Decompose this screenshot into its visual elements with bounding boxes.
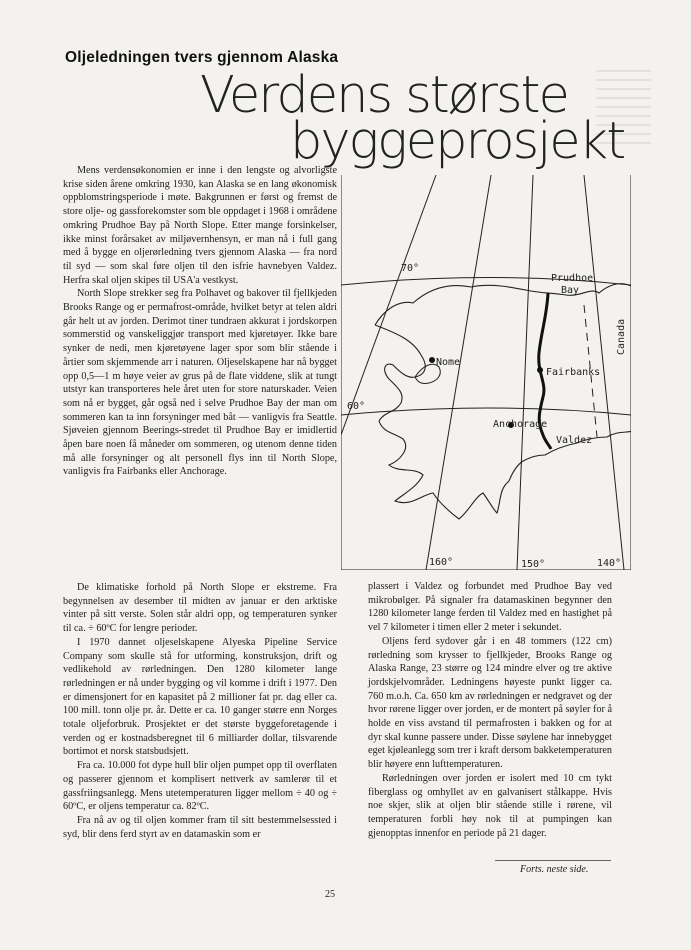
- label-fairbanks: Fairbanks: [546, 367, 601, 378]
- paragraph: Rørledningen over jorden er isolert med 10 cm tykt fiberglass og omhyllet av en galvanisert stålkappe. Hvis noe skjer, slik at oljen blir stående stille i rørene, vil temperaturen forbli høy nok til at pumpingen kan gjenopptas innenfor en periode på 21 dager.: [368, 772, 612, 839]
- continued-note: Forts. neste side.: [520, 864, 589, 875]
- label-lat60: 60°: [347, 401, 366, 412]
- meridian-west: [341, 175, 436, 435]
- label-lon140: 140°: [597, 558, 622, 569]
- meridian-160: [426, 175, 491, 570]
- paragraph: Oljens ferd sydover går i en 48 tommers (122 cm) rørledning som krysser to fjellkjeder, Brooks Range og Alaska Range, 23 større og 124 mindre elver og tre aktive jordskjelvområder. Ledningens høyeste punkt ligger ca. 760 m.o.h. Ca. 650 km av rørledningen er nedgravet og der hvor rørene ligger over jorden, er de montert på søyler for å holde en viss avstand til permafrosten i bakken og for at dyr skal kunne passere under. Disse søylene har innebygget eget kjøleanlegg som trer i kraft dersom bakketemperaturen blir høyere enn lufttemperaturen.: [368, 635, 612, 771]
- paragraph: Mens verdensøkonomien er inne i den lengste og alvorligste krise siden årene omkring 1930, kan Alaska se en lang økonomisk oppblomstringsperiode i møte. Bakgrunnen er først og fremst de store olje- og gassforekomster som ble oppdaget i 1968 i områdene omkring Prudhoe Bay på North Slope. Etter mange forsinkelser, ikke minst forårsaket av miljøvernhensyn, er man nå i full gang med å bygge en oljerørledning tvers gjennom Alaska — fra nord til syd — som skal føre oljen til den isfrie havnebyen Valdez. Herfra skal oljen skipes til USA'a vestkyst.: [63, 165, 337, 286]
- fairbanks-marker: [537, 367, 543, 373]
- article-kicker: Oljeledningen tvers gjennom Alaska: [65, 49, 339, 66]
- article-title-line-2: byggeprosjekt: [290, 112, 625, 171]
- label-lat70: 70°: [401, 263, 420, 274]
- paragraph: Fra ca. 10.000 fot dype hull blir oljen pumpet opp til overflaten og passerer gjennom et komplisert nettverk av samlerør til et gassfriingsanlegg. Mens utetemperaturen ligger mellom ÷ 40 og ÷ 60ºC, er oljens temperatur ca. 82ºC.: [63, 760, 337, 813]
- article-title-line-1: Verdens største: [200, 66, 568, 125]
- label-prudhoe: Prudhoe: [551, 273, 594, 284]
- label-valdez: Valdez: [556, 435, 593, 446]
- paragraph: De klimatiske forhold på North Slope er ekstreme. Fra begynnelsen av desember til midten av januar er den arktiske vinter på sitt verste. Solen står aldri opp, og temperaturen synker til ca. ÷ 60ºC for lengre perioder.: [63, 582, 337, 635]
- footer-rule: [495, 860, 611, 861]
- parallel-60: [341, 408, 631, 415]
- alaska-pipeline-map: [341, 175, 631, 570]
- body-column-left-top: [63, 164, 337, 479]
- label-bay: Bay: [561, 285, 580, 296]
- label-canada: Canada: [616, 318, 627, 355]
- label-lon150: 150°: [521, 559, 546, 570]
- page-number: 25: [325, 889, 335, 900]
- paragraph: I 1970 dannet oljeselskapene Alyeska Pipeline Service Company som skulle stå for utforming, konstruksjon, drift og vedlikehold av rørledningen. Den 1280 kilometer lange rørledningen er nå under bygging og vil komme i drift i 1977. Den er dimensjonert for en kapasitet på 2 millioner fat pr. dag eller ca. 100 mill. tonn olje pr. år. Dette er ca. 10 ganger større enn Norges totale oljeforbruk. Prosjektet er det største byggeforetagende i verden og er kostnadsberegnet til 6 milliarder dollar, tilsvarende bortimot et norsk statsbudsjett.: [63, 636, 337, 758]
- paragraph: plassert i Valdez og forbundet med Prudhoe Bay ved mikrobølger. På signaler fra datamaskinen begynner den 1280 kilometer lange ferden til Valdez med en hastighet på vel 7 kilometer i timen eller 2 meter i sekundet.: [368, 581, 612, 634]
- body-column-left-bottom: [63, 581, 337, 841]
- meridian-150: [517, 175, 533, 570]
- label-anchorage: Anchorage: [493, 419, 548, 430]
- body-column-right: [368, 580, 612, 840]
- paragraph: North Slope strekker seg fra Polhavet og bakover til fjellkjeden Brooks Range og er permafrost-område, hvilket betyr at telen aldri går helt ut av jorden. Derimot tiner tundraen akkurat i jordskorpen sommerstid og vanskeliggjør transport med kjøretøyer. Ikke bare synker de nedi, men kjøretøyene lager spor som blir stående i årtier som skjemmende arr i naturen. Oljeselskapene har nå bygget opp 0,5—1 m høye veier av grus på de flate viddene, slik at tungt utstyr kan transporteres hele året uten for store naturskader. Veien som nå er bygget, går også ned i selve Prudhoe Bay der man om sommeren kan ta inn forsyninger med båt — vanligvis fra Seattle. Sjøveien gjennom Beerings-stredet til Prudhoe Bay er imidlertid åpen bare noen få måneder om sommeren, og utenom denne tiden må alle forsyninger og alt personell flys inn til North Slope, vanligvis fra Fairbanks eller Anchorage.: [63, 288, 337, 478]
- label-nome: Nome: [436, 357, 461, 368]
- nome-marker: [429, 357, 435, 363]
- alaska-coastline: [375, 284, 631, 519]
- label-lon160: 160°: [429, 557, 454, 568]
- paragraph: Fra nå av og til oljen kommer fram til sitt bestemmelsessted i syd, blir dens ferd styrt av en datamaskin som er: [63, 814, 337, 840]
